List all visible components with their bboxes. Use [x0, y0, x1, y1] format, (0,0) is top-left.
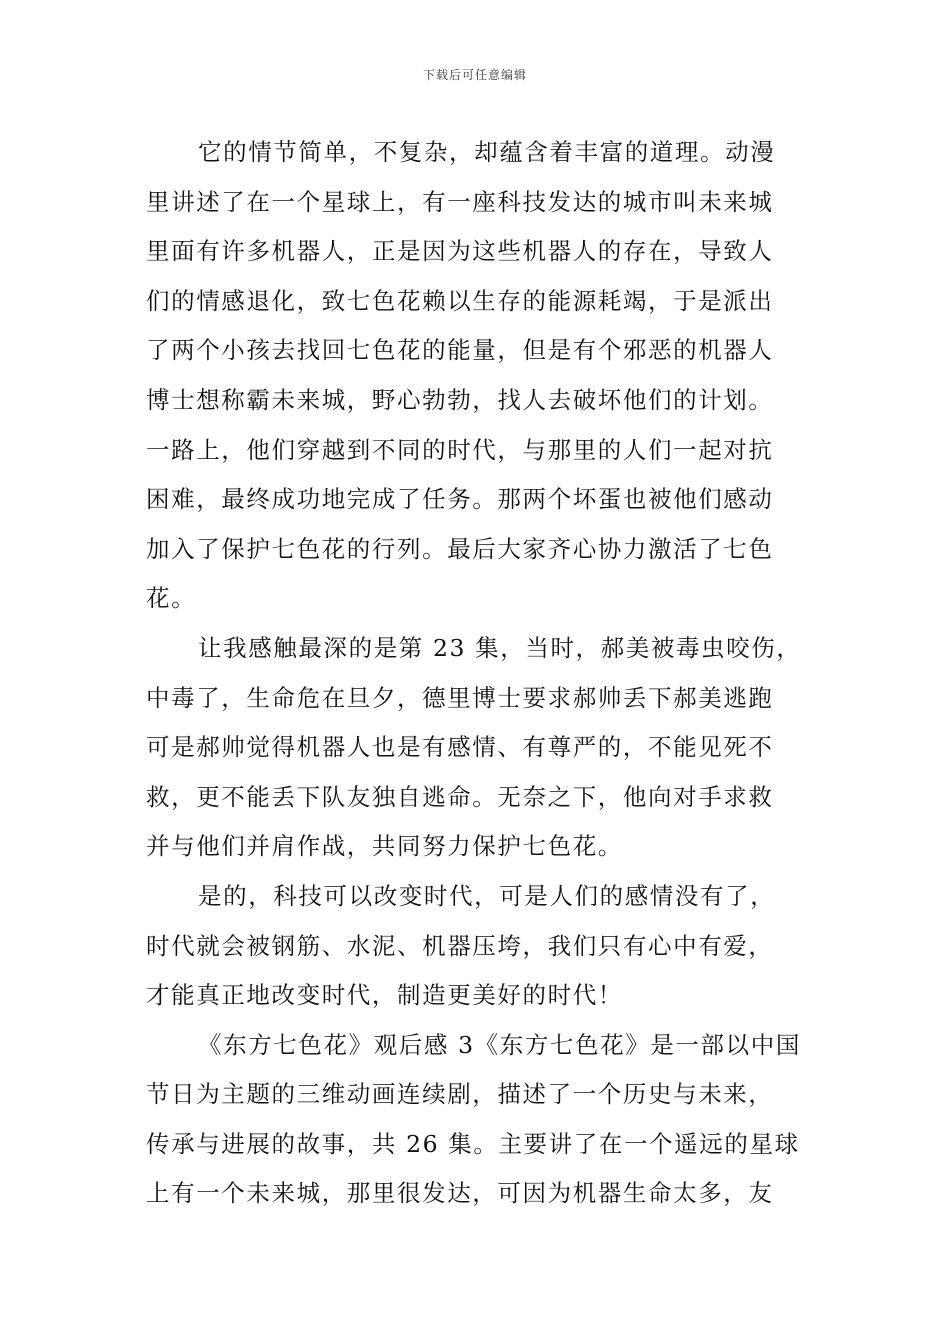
paragraph-1	[146, 128, 826, 624]
document-body	[146, 128, 826, 1219]
text-line: 节日为主题的三维动画连续剧，描述了一个历史与未来，	[146, 1080, 774, 1109]
text-line: 上有一个未来城，那里很发达，可因为机器生命太多，友	[146, 1179, 774, 1208]
text-line: 们的情感退化，致七色花赖以生存的能源耗竭，于是派出	[146, 286, 774, 315]
text-line: 传承与进展的故事，共 26 集。主要讲了在一个遥远的星球	[146, 1129, 800, 1158]
page-header: 下载后可任意编辑	[422, 68, 527, 82]
text-line: 时代就会被钢筋、水泥、机器压垮，我们只有心中有爱，	[146, 931, 774, 960]
text-line: 《东方七色花》观后感 3《东方七色花》是一部以中国	[198, 1030, 801, 1059]
text-line: 博士想称霸未来城，野心勃勃，找人去破坏他们的计划。	[146, 385, 774, 414]
text-line: 救，更不能丢下队友独自逃命。无奈之下，他向对手求救	[146, 782, 774, 811]
text-line: 是的，科技可以改变时代，可是人们的感情没有了，	[198, 881, 776, 910]
text-line: 可是郝帅觉得机器人也是有感情、有尊严的，不能见死不	[146, 733, 774, 762]
text-line: 并与他们并肩作战，共同努力保护七色花。	[146, 832, 623, 861]
text-line: 中毒了，生命危在旦夕，德里博士要求郝帅丢下郝美逃跑	[146, 683, 774, 712]
text-line: 它的情节简单，不复杂，却蕴含着丰富的道理。动漫	[198, 138, 776, 166]
text-line: 里面有许多机器人，正是因为这些机器人的存在，导致人	[146, 237, 774, 266]
text-line: 里讲述了在一个星球上，有一座科技发达的城市叫未来城	[146, 187, 774, 216]
text-line: 才能真正地改变时代，制造更美好的时代！	[146, 981, 623, 1010]
text-line: 加入了保护七色花的行列。最后大家齐心协力激活了七色	[146, 534, 774, 563]
text-line: 让我感触最深的是第 23 集，当时，郝美被毒虫咬伤，	[198, 633, 802, 662]
paragraph-3	[146, 872, 826, 1021]
text-line: 了两个小孩去找回七色花的能量，但是有个邪恶的机器人	[146, 336, 774, 365]
paragraph-2	[146, 624, 826, 872]
text-line: 困难，最终成功地完成了任务。那两个坏蛋也被他们感动	[146, 485, 774, 514]
text-line: 一路上，他们穿越到不同的时代，与那里的人们一起对抗	[146, 435, 774, 464]
paragraph-4	[146, 1021, 826, 1219]
text-line: 花。	[146, 584, 197, 613]
